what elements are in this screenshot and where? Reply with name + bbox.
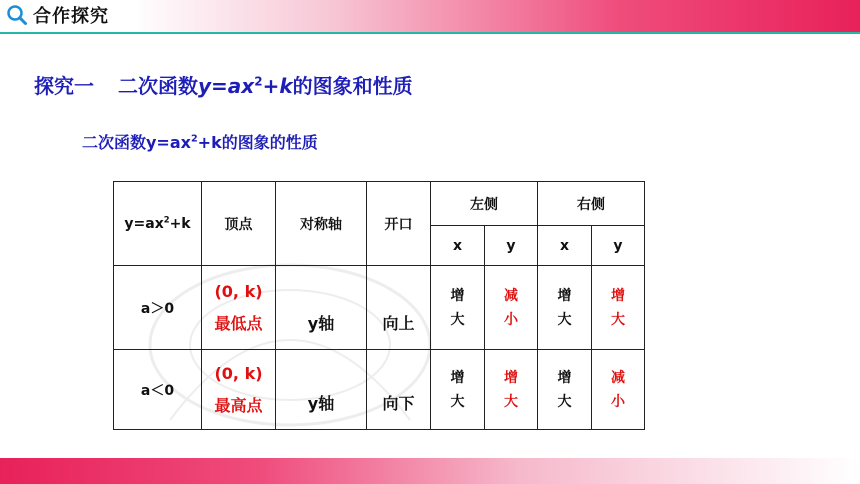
table-row bbox=[114, 350, 645, 430]
opening-header: 开口 bbox=[367, 182, 431, 266]
axis-cell: y轴 bbox=[276, 350, 367, 430]
subheading-suffix: +k的图象的性质 bbox=[197, 133, 318, 152]
left-x-cell: 增 大 bbox=[431, 266, 485, 350]
left-y-cell: 减 小 bbox=[485, 266, 538, 350]
section-header bbox=[0, 0, 140, 30]
condition-cell: a＜0 bbox=[114, 350, 202, 430]
page-heading bbox=[34, 70, 413, 99]
right-y-cell: 减 小 bbox=[592, 350, 645, 430]
header-divider bbox=[0, 32, 860, 34]
opening-cell: 向下 bbox=[367, 350, 431, 430]
axis-header: 对称轴 bbox=[276, 182, 367, 266]
left-side-header: 左侧 bbox=[431, 182, 538, 226]
function-header: $y=ax^2+k$ bbox=[114, 182, 202, 266]
footer-bar bbox=[0, 458, 860, 484]
condition-cell: a＞0 bbox=[114, 266, 202, 350]
subheading-prefix: 二次函数y=ax bbox=[82, 133, 191, 152]
right-side-header: 右侧 bbox=[538, 182, 645, 226]
heading-formula-b: +k bbox=[262, 74, 293, 98]
table-row bbox=[114, 266, 645, 350]
subheading-exponent: 2 bbox=[190, 133, 198, 145]
right-y-header: y bbox=[592, 226, 645, 266]
left-x-header: x bbox=[431, 226, 485, 266]
right-x-header: x bbox=[538, 226, 592, 266]
right-x-cell: 增 大 bbox=[538, 266, 592, 350]
left-y-header: y bbox=[485, 226, 538, 266]
vertex-cell: (0, k) 最高点 bbox=[202, 350, 276, 430]
properties-table bbox=[113, 181, 645, 430]
search-icon bbox=[6, 4, 28, 26]
subheading bbox=[82, 130, 318, 153]
right-x-cell: 增 大 bbox=[538, 350, 592, 430]
vertex-cell: (0, k) 最低点 bbox=[202, 266, 276, 350]
opening-cell: 向上 bbox=[367, 266, 431, 350]
heading-suffix: 的图象和性质 bbox=[292, 74, 413, 98]
axis-cell: y轴 bbox=[276, 266, 367, 350]
heading-formula-a: y=ax bbox=[198, 74, 255, 98]
section-title: 合作探究 bbox=[33, 6, 109, 27]
heading-exponent: 2 bbox=[254, 74, 263, 89]
left-y-cell: 增 大 bbox=[485, 350, 538, 430]
heading-label: 探究一 bbox=[34, 74, 94, 98]
vertex-header: 顶点 bbox=[202, 182, 276, 266]
heading-prefix: 二次函数 bbox=[118, 74, 198, 98]
right-y-cell: 增 大 bbox=[592, 266, 645, 350]
left-x-cell: 增 大 bbox=[431, 350, 485, 430]
